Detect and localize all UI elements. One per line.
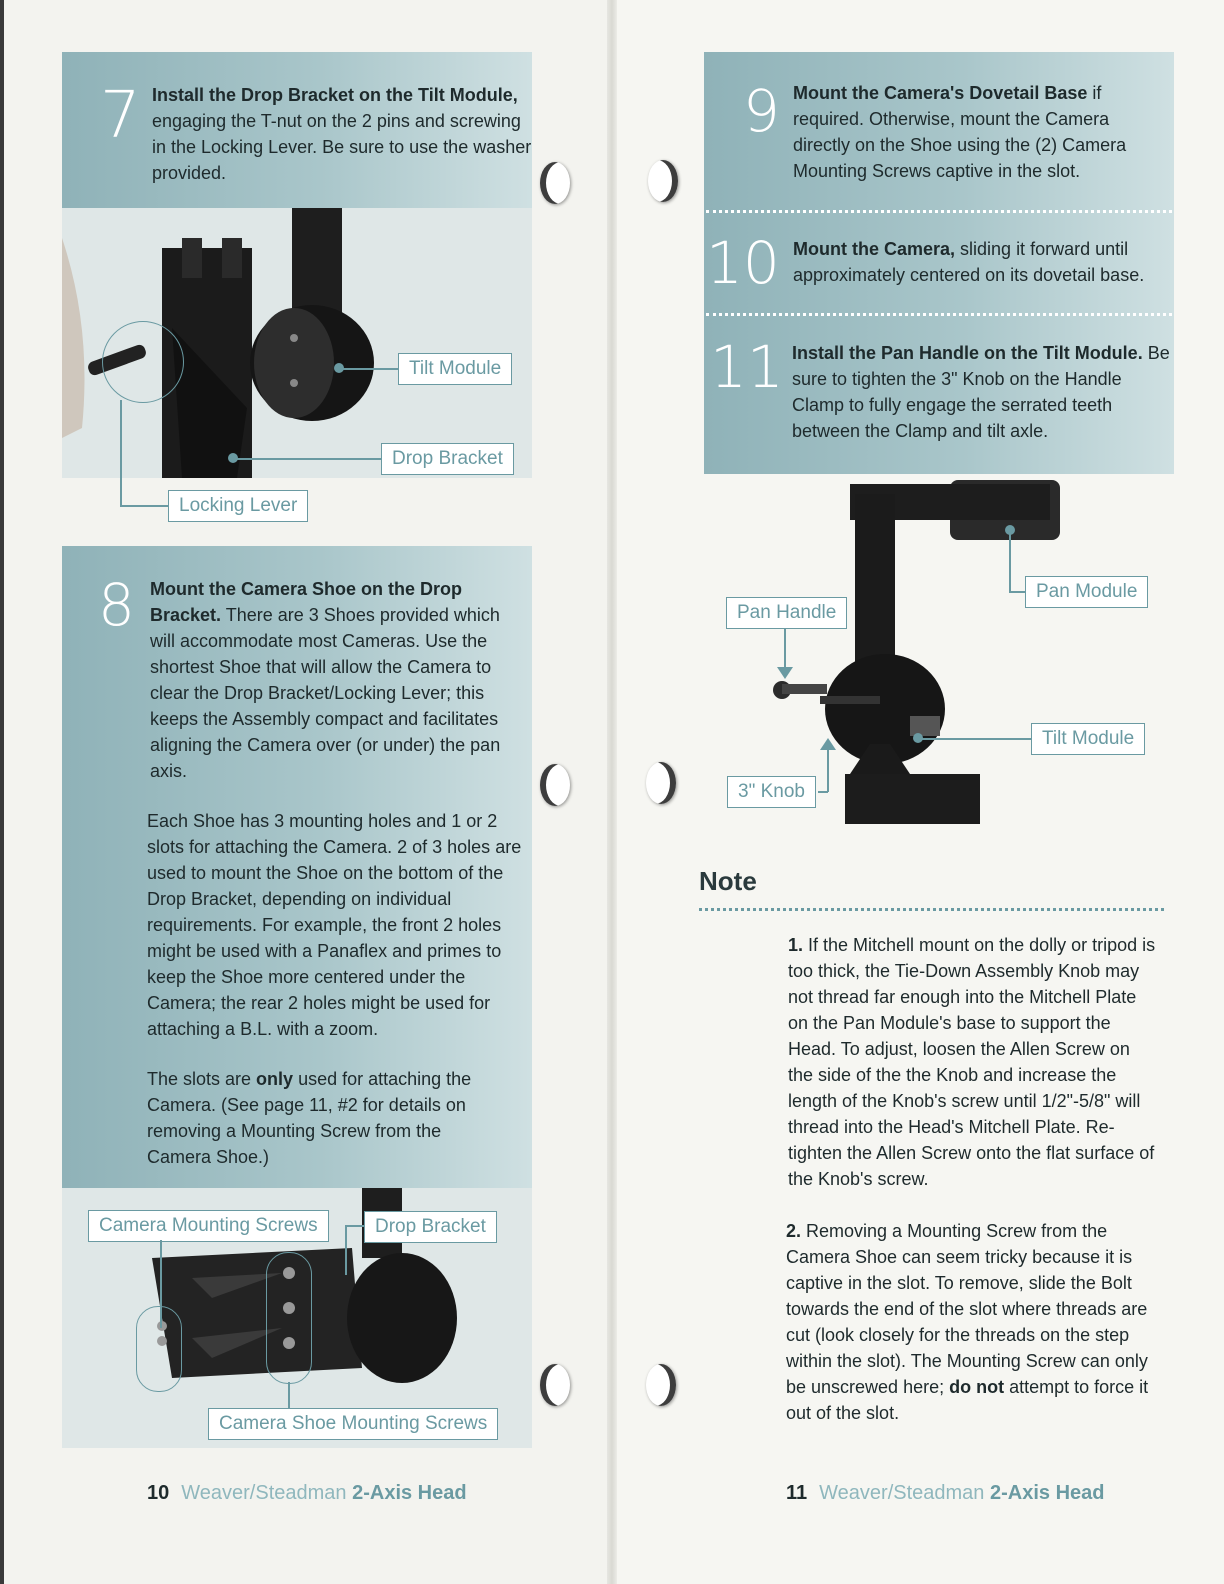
note-item-2-bold: do not [949, 1377, 1005, 1397]
leader-line [342, 368, 400, 370]
step-8-body-3-bold: only [256, 1069, 294, 1089]
leader-line [288, 1382, 290, 1408]
brand-name: Weaver/Steadman [181, 1482, 347, 1504]
leader-line [120, 400, 122, 506]
step-9-title: Mount the Camera's Dovetail Base [793, 83, 1088, 103]
divider [706, 313, 1172, 316]
step-7-text [152, 82, 532, 186]
step-7-number: 7 [100, 79, 141, 153]
step-7-body: engaging the T-nut on the 2 pins and screwing in the Locking Lever. Be sure to use the washer provided. [152, 111, 532, 183]
note-item-2-text-pre: Removing a Mounting Screw from the Camera Shoe can seem tricky because it is captive in the slot. To remove, slide the Bolt towards the end of the slot where threads are cut (look closely for the threads on the step within the slot). The Mounting Screw can only be unscrewed here; [786, 1221, 1148, 1397]
step-11-title: Install the Pan Handle on the Tilt Module. [792, 343, 1143, 363]
callout-circle [102, 321, 184, 403]
note-item-1-text: If the Mitchell mount on the dolly or tripod is too thick, the Tie-Down Assembly Knob may not thread far enough into the Mitchell Plate on the Pan Module's base to support the Head. To adjust, loosen the Allen Screw on the side of the the Knob and increase the length of the Knob's screw until 1/2"-5/8" will thread into the Head's Mitchell Plate. Re-tighten the Allen Screw onto the flat surface of the Knob's screw. [788, 935, 1156, 1189]
brand-name: Weaver/Steadman [819, 1482, 985, 1504]
callout-ellipse [136, 1306, 182, 1392]
pan-handle-label: Pan Handle [726, 597, 847, 629]
page-number: 11 [786, 1482, 808, 1504]
leader-line [1009, 530, 1011, 592]
callout-dot [334, 363, 344, 373]
knob-label: 3" Knob [727, 776, 816, 808]
note-item-1-number: 1. [788, 935, 804, 955]
step-9-number: 9 [743, 77, 780, 145]
step-9-text [793, 80, 1153, 184]
page-number: 10 [147, 1482, 170, 1504]
step-8-number: 8 [98, 571, 135, 639]
step-11-text [792, 340, 1170, 444]
binder-hole [646, 1364, 676, 1406]
step-9-body: if required. Otherwise, mount the Camera directly on the Shoe using the (2) Camera Mounting Screws captive in the slot. [793, 83, 1127, 181]
divider [706, 210, 1172, 213]
note-item-1 [788, 932, 1158, 1192]
note-item-2 [786, 1218, 1156, 1426]
step-10-body: sliding it forward until approximately centered on its dovetail base. [793, 239, 1145, 285]
step-7-title: Install the Drop Bracket on the Tilt Module, [152, 85, 518, 105]
callout-dot [228, 453, 238, 463]
step-8-title: Mount the Camera Shoe on the Drop Bracket. [150, 579, 463, 625]
arrow-down-icon [777, 667, 793, 679]
step-10-text [793, 236, 1168, 288]
binder-hole [646, 762, 676, 804]
tilt-module-label-2: Tilt Module [1031, 723, 1145, 755]
pan-module-label: Pan Module [1025, 576, 1148, 608]
step-8-body-3-pre: The slots are [147, 1069, 257, 1089]
step-11-body: Be sure to tighten the 3" Knob on the Handle Clamp to fully engage the serrated teeth between the Clamp and tilt axle. [792, 343, 1170, 441]
product-name: 2-Axis Head [352, 1482, 467, 1504]
product-name: 2-Axis Head [990, 1482, 1105, 1504]
note-item-2-text-post: attempt to force it out of the slot. [786, 1377, 1149, 1423]
step-8-body-3-post: used for attaching the Camera. (See page 11, #2 for details on removing a Mounting Screw from the Camera Shoe.) [147, 1069, 472, 1167]
note-divider [699, 908, 1164, 911]
binder-hole [540, 1364, 570, 1406]
step-10-title: Mount the Camera, [793, 239, 956, 259]
leader-line [236, 458, 382, 460]
leader-line [827, 750, 829, 792]
step-8-text-2: Each Shoe has 3 mounting holes and 1 or 2 slots for attaching the Camera. 2 of 3 holes are used to mount the Shoe on the bottom of the Drop Bracket, depending on individual requirements. For example, the front 2 holes might be used with a Panaflex and primes to keep the Shoe more centered under the Camera; the rear 2 holes might be used for attaching a B.L. with a zoom. [147, 811, 522, 1039]
book-spine [607, 0, 617, 1584]
leader-line [345, 1225, 365, 1227]
binder-hole [540, 764, 570, 806]
note-item-2-number: 2. [786, 1221, 802, 1241]
drop-bracket-label-2: Drop Bracket [364, 1211, 497, 1243]
leader-line [784, 629, 786, 671]
step-8-body-1: There are 3 Shoes provided which will accommodate most Cameras. Use the shortest Shoe that will allow the Camera to clear the Drop Bracket/Locking Lever; this keeps the Assembly compact and facilitates aligning the Camera over (or under) the pan axis. [150, 605, 501, 781]
binder-hole [540, 162, 570, 204]
camera-mounting-screws-label: Camera Mounting Screws [88, 1210, 329, 1242]
binder-hole [648, 160, 678, 202]
leader-line [818, 791, 828, 793]
left-footer [147, 1482, 467, 1505]
locking-lever-label: Locking Lever [168, 490, 308, 522]
tilt-module-label: Tilt Module [398, 353, 512, 385]
leader-line [918, 738, 1032, 740]
leader-line [345, 1225, 347, 1275]
leader-line [1009, 591, 1026, 593]
arrow-up-icon [820, 738, 836, 750]
camera-shoe-mounting-screws-label: Camera Shoe Mounting Screws [208, 1408, 498, 1440]
drop-bracket-label: Drop Bracket [381, 443, 514, 475]
step-11-number: 11 [710, 333, 784, 401]
leader-line [120, 505, 170, 507]
step-8-text-1 [150, 576, 522, 784]
page-edge [0, 0, 4, 1584]
step-8-text-3 [147, 1066, 507, 1170]
callout-ellipse [266, 1252, 312, 1384]
right-footer [786, 1482, 1105, 1505]
note-title: Note [699, 866, 757, 896]
step-10-number: 10 [706, 229, 780, 297]
